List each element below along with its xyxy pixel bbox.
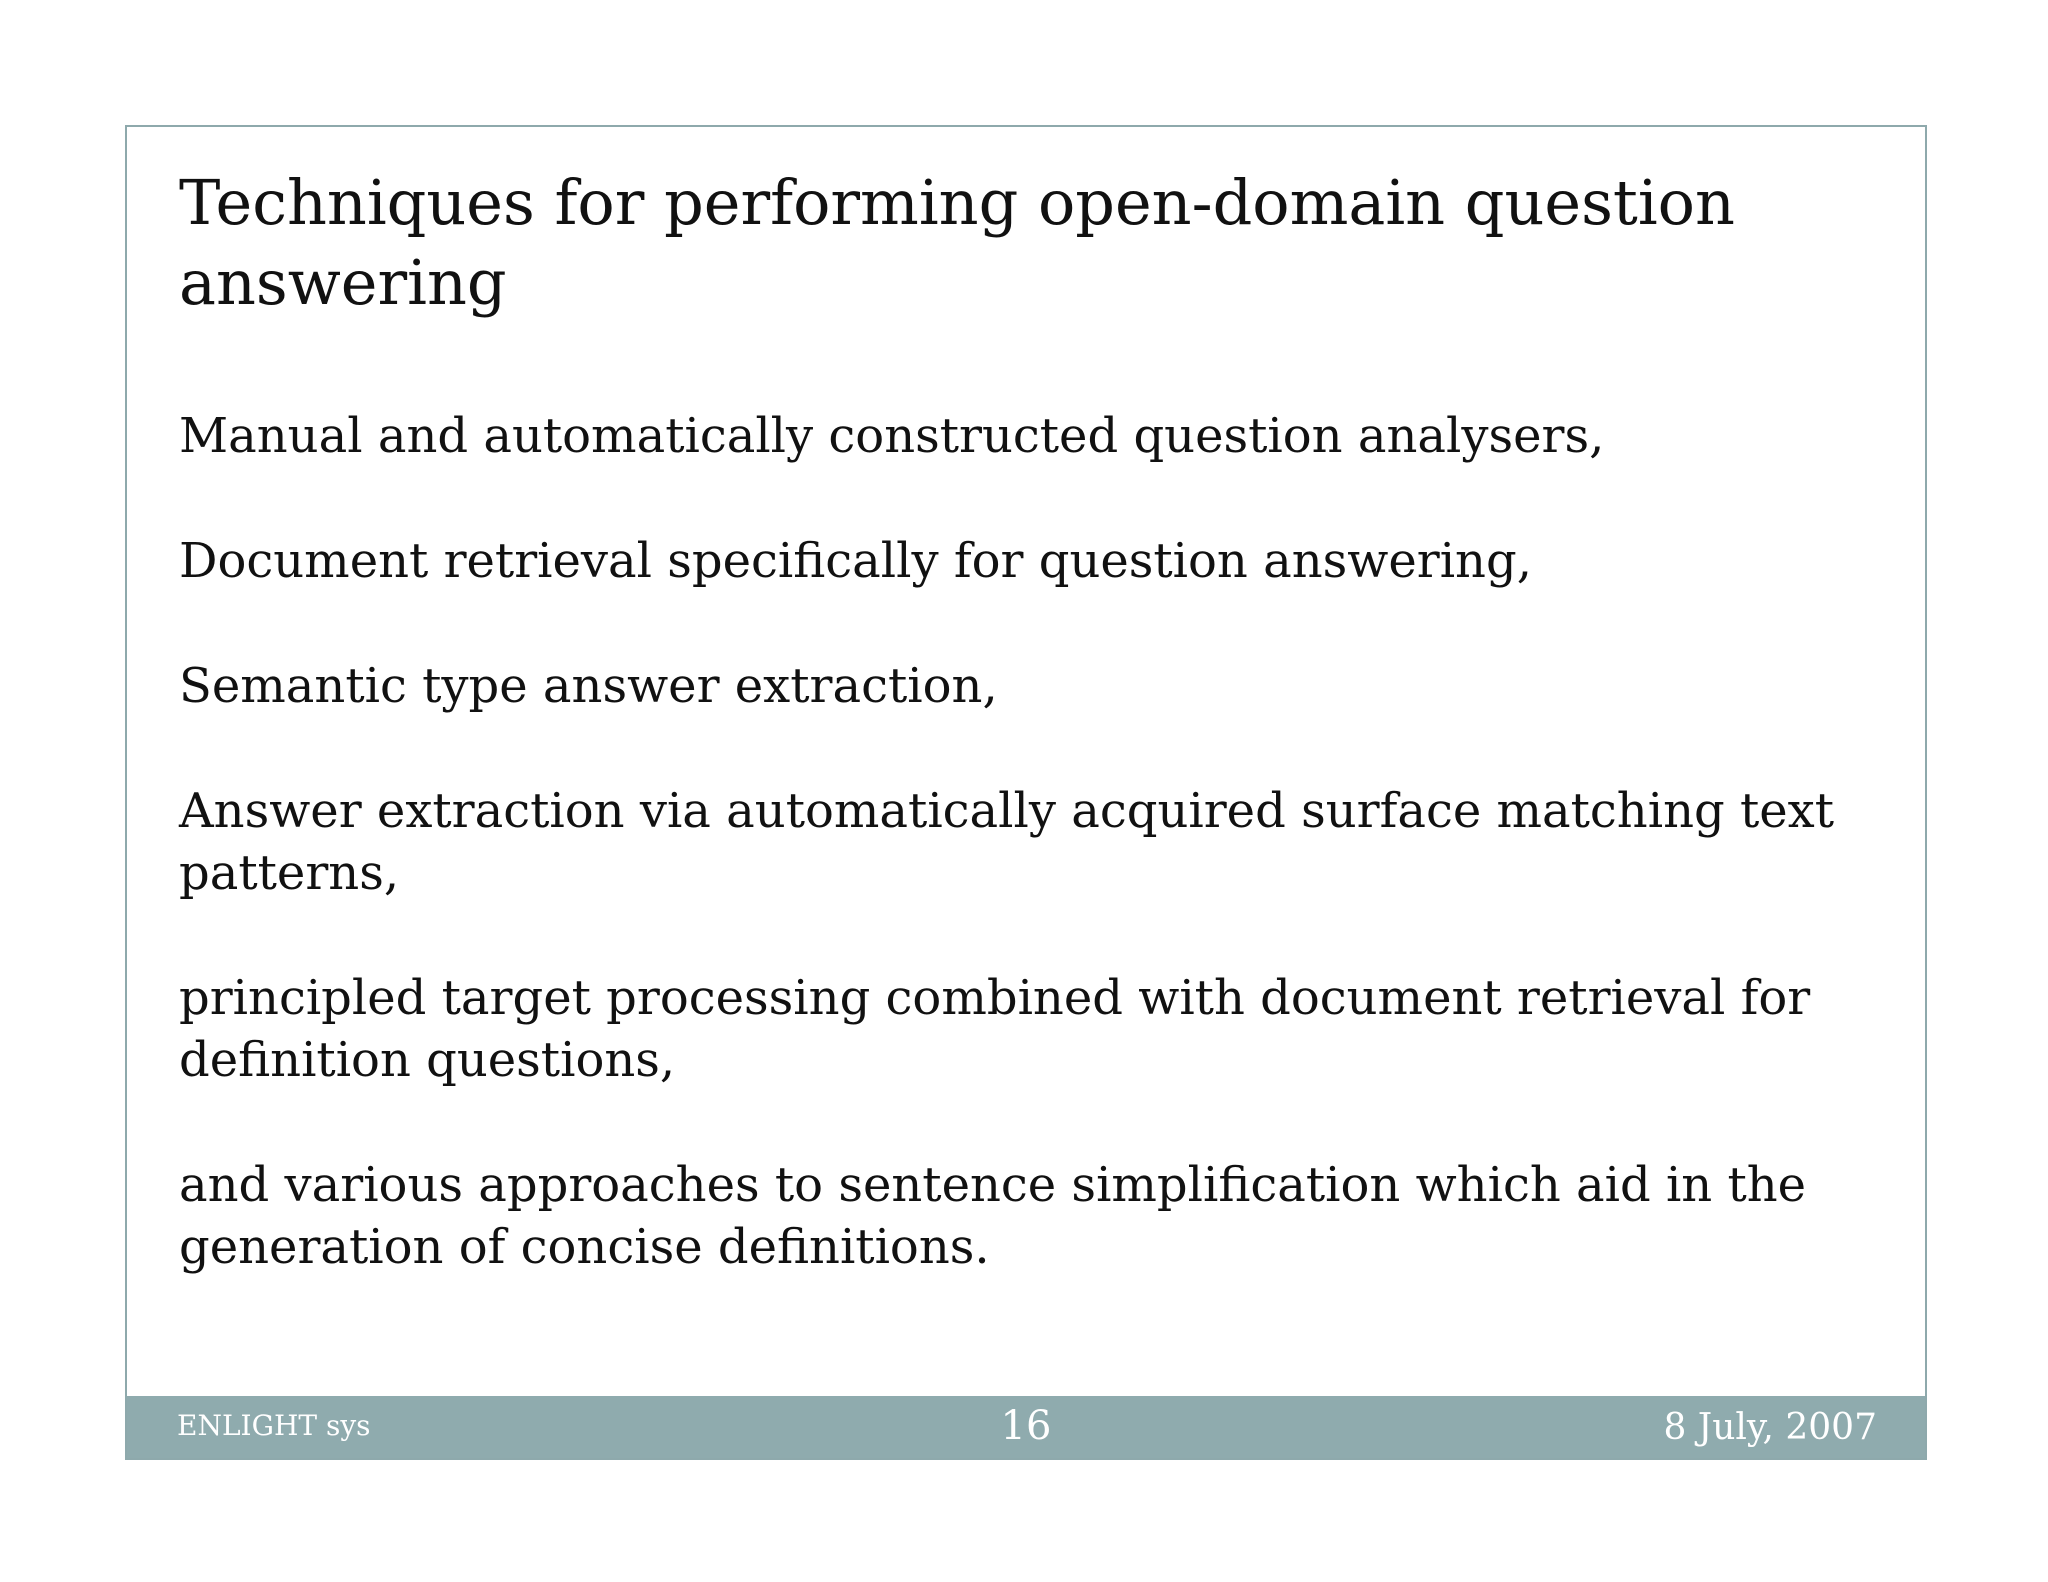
list-item: principled target processing combined with document retrieval for definition questions, (179, 970, 1811, 1088)
list-item: and various approaches to sentence simplification which aid in the generation of concise definitions. (179, 1157, 1807, 1275)
footer-date: 8 July, 2007 (1663, 1407, 1877, 1448)
slide-title: Techniques for performing open-domain question answering (179, 166, 1735, 319)
page-number: 16 (1000, 1403, 1052, 1449)
slide (125, 125, 1927, 1460)
footer-source-label: ENLIGHT sys (177, 1409, 371, 1442)
list-item: Document retrieval specifically for question answering, (179, 533, 1532, 589)
list-item: Semantic type answer extraction, (179, 658, 998, 714)
list-item: Manual and automatically constructed question analysers, (179, 408, 1605, 464)
list-item: Answer extraction via automatically acquired surface matching text patterns, (179, 783, 1835, 901)
bullet-list (179, 405, 1879, 1341)
slide-footer (127, 1396, 1925, 1458)
